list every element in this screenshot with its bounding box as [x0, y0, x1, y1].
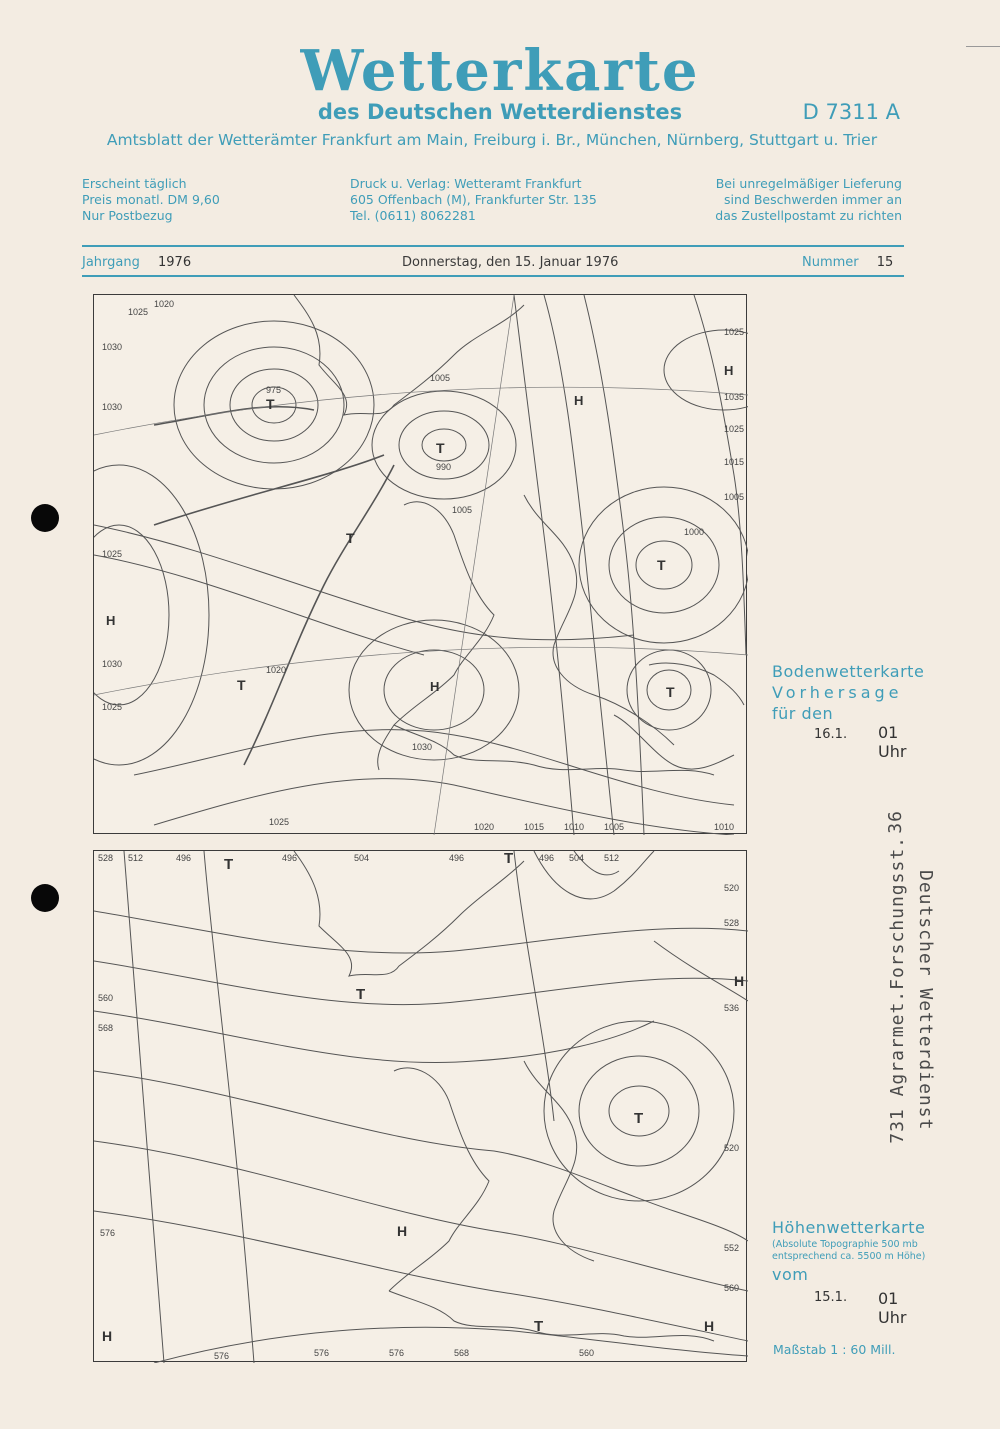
isobar-label: 1005: [724, 492, 745, 502]
caption-for: für den: [772, 704, 834, 723]
official-line: Amtsblatt der Wetterämter Frankfurt am Main, Freiburg i. Br., München, Nürnberg, Stuttgart u. Trier: [106, 131, 878, 149]
height-label: 528: [724, 918, 740, 928]
upper-low-center: T: [356, 986, 366, 1003]
year-value: 1976: [158, 255, 192, 270]
height-label: 560: [724, 1283, 740, 1293]
isobar-label: 1010: [714, 822, 735, 832]
isobar-label: 1000: [684, 527, 705, 537]
info-line: sind Beschwerden immer an: [724, 192, 902, 207]
isobar-label: 1020: [474, 822, 495, 832]
surface-map-caption: [772, 662, 925, 761]
high-pressure-center: H: [574, 393, 584, 408]
isobar-label: 1020: [266, 665, 287, 675]
upper-low-center: T: [504, 851, 514, 867]
isobar-label: 1025: [269, 817, 290, 827]
high-pressure-center: H: [724, 363, 734, 378]
isobar-label: 1005: [604, 822, 625, 832]
divider-bottom: [82, 275, 904, 277]
height-label: 576: [100, 1228, 116, 1238]
isobar-label: 1025: [724, 327, 745, 337]
height-label: 536: [724, 1003, 740, 1013]
high-pressure-center: H: [430, 679, 440, 694]
upper-low-center: T: [224, 856, 234, 873]
height-label: 560: [579, 1348, 595, 1358]
info-line: Nur Postbezug: [82, 208, 173, 223]
punch-hole: [31, 504, 59, 532]
info-line: Druck u. Verlag: Wetteramt Frankfurt: [350, 176, 582, 191]
isobar-label: 1025: [102, 549, 123, 559]
punch-hole: [31, 884, 59, 912]
low-pressure-center: T: [657, 557, 666, 573]
isobar-label: 1015: [524, 822, 545, 832]
caption-date: 16.1.: [814, 727, 848, 742]
info-subscription: [82, 176, 220, 224]
isobar-label: 1020: [154, 299, 175, 309]
height-label: 576: [389, 1348, 405, 1358]
stamp-line: 731 Agrarmet.Forschungsst.: [887, 836, 908, 1144]
library-stamp: [885, 810, 945, 1150]
stamp-line: Deutscher Wetterdienst: [915, 870, 936, 1131]
height-label: 576: [214, 1351, 230, 1361]
height-label: 576: [314, 1348, 330, 1358]
isobar-label: 1025: [724, 424, 745, 434]
height-label: 528: [98, 853, 114, 863]
info-publisher: [350, 176, 597, 224]
caption-title: Höhenwetterkarte: [772, 1218, 926, 1237]
number-label: Nummer: [802, 255, 859, 270]
height-label: 504: [354, 853, 370, 863]
divider-top: [82, 245, 904, 247]
low-pressure-center: T: [266, 396, 275, 412]
upper-high-center: H: [704, 1318, 715, 1334]
isobar-label: 1025: [102, 702, 123, 712]
isobar-label: 990: [436, 462, 452, 472]
isobar-label: 1005: [430, 373, 451, 383]
isobar-label: 1025: [128, 307, 149, 317]
upper-low-center: T: [634, 1110, 644, 1127]
info-line: Erscheint täglich: [82, 176, 187, 191]
caption-note: (Absolute Topographie 500 mb: [772, 1239, 918, 1250]
height-label: 568: [98, 1023, 114, 1033]
height-label: 512: [128, 853, 144, 863]
caption-time: 01 Uhr: [878, 723, 907, 761]
height-label: 552: [724, 1243, 740, 1253]
low-pressure-center: T: [237, 677, 246, 693]
upper-air-map: [93, 850, 747, 1362]
caption-note: entsprechend ca. 5500 m Höhe): [772, 1251, 926, 1262]
isobar-label: 1010: [564, 822, 585, 832]
year-field: [82, 255, 191, 270]
info-line: 605 Offenbach (M), Frankfurter Str. 135: [350, 192, 597, 207]
height-label: 560: [98, 993, 114, 1003]
caption-from: vom: [772, 1265, 809, 1284]
caption-title: Bodenwetterkarte: [772, 662, 925, 681]
stamp-number: 36: [885, 810, 906, 834]
height-label: 496: [449, 853, 465, 863]
masthead-title: Wetterkarte: [300, 38, 700, 104]
info-line: Tel. (0611) 8062281: [350, 208, 476, 223]
high-pressure-center: H: [106, 613, 116, 628]
upper-high-center: H: [734, 973, 745, 989]
issue-date: Donnerstag, den 15. Januar 1976: [402, 255, 619, 270]
issue-code: D 7311 A: [802, 100, 900, 124]
upper-high-center: H: [397, 1223, 408, 1239]
height-label: 520: [724, 1143, 740, 1153]
isobar-label: 1015: [724, 457, 745, 467]
height-label: 496: [176, 853, 192, 863]
height-label: 504: [569, 853, 585, 863]
number-field: [802, 255, 893, 270]
height-label: 568: [454, 1348, 470, 1358]
upper-map-caption: [772, 1218, 926, 1327]
caption-subtitle: Vorhersage: [772, 683, 903, 702]
isobar-label: 1030: [412, 742, 433, 752]
isobar-label: 1005: [452, 505, 473, 515]
upper-low-center: T: [534, 1318, 544, 1335]
masthead-subtitle: des Deutschen Wetterdienstes: [317, 100, 683, 124]
height-label: 520: [724, 883, 740, 893]
caption-date: 15.1.: [814, 1290, 848, 1305]
isobar-label: 1030: [102, 402, 123, 412]
isobar-label: 1030: [102, 659, 123, 669]
isobar-label: 975: [266, 385, 282, 395]
isobar-label: 1030: [102, 342, 123, 352]
height-label: 512: [604, 853, 620, 863]
info-line: Preis monatl. DM 9,60: [82, 192, 220, 207]
number-value: 15: [876, 255, 894, 270]
map-scale: Maßstab 1 : 60 Mill.: [773, 1342, 896, 1357]
year-label: Jahrgang: [82, 255, 140, 270]
info-complaints: [715, 176, 902, 224]
height-label: 496: [282, 853, 298, 863]
height-label: 496: [539, 853, 555, 863]
surface-map-graphic: [94, 295, 748, 835]
info-line: Bei unregelmäßiger Lieferung: [715, 176, 902, 191]
low-pressure-center: T: [666, 684, 675, 700]
surface-weather-map: [93, 294, 747, 834]
low-pressure-center: T: [436, 440, 445, 456]
caption-time: 01 Uhr: [878, 1289, 907, 1327]
isobar-label: 1035: [724, 392, 745, 402]
upper-map-graphic: [94, 851, 748, 1363]
info-line: das Zustellpostamt zu richten: [715, 208, 902, 223]
upper-high-center: H: [102, 1328, 113, 1344]
low-pressure-center: T: [346, 530, 355, 546]
